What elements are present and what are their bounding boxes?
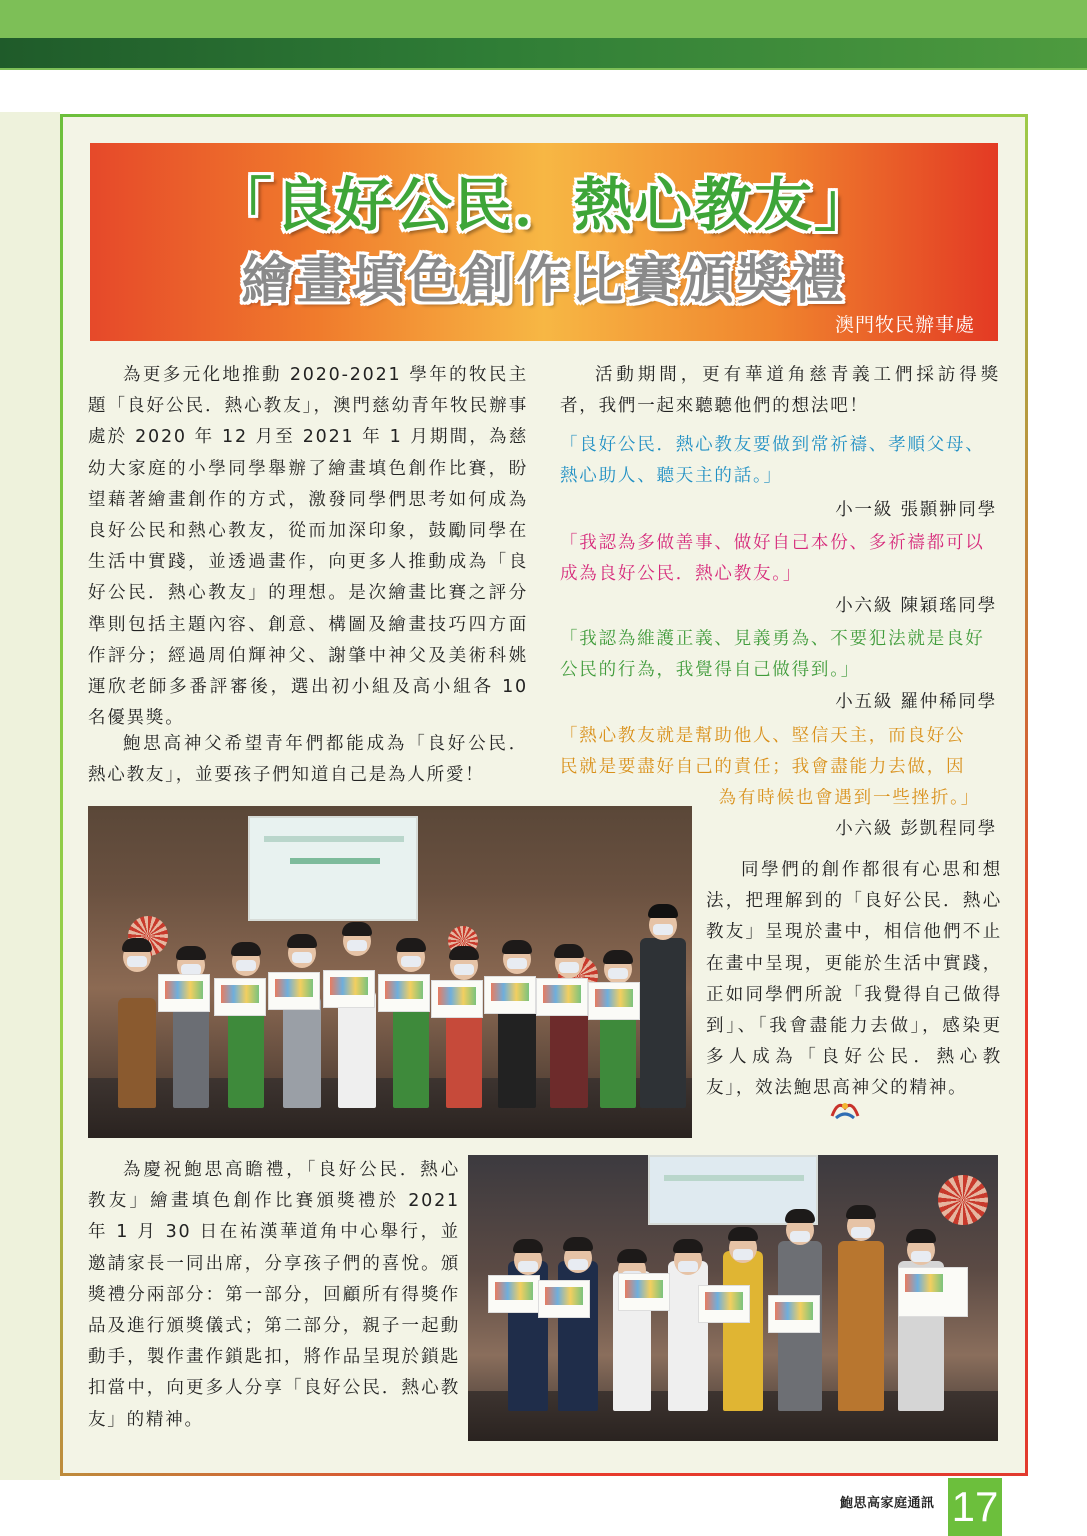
quote-2: 「我認為多做善事、做好自己本份、多祈禱都可以成為良好公民．熱心教友。」 xyxy=(560,533,985,585)
top-dark-stripe xyxy=(0,38,1087,68)
quote-3: 「我認為維護正義、見義勇為、不要犯法就是良好公民的行為，我覺得自己做得到。」 xyxy=(560,629,985,681)
projector-screen xyxy=(248,816,418,921)
page-number: 17 xyxy=(948,1478,1002,1536)
closing-paragraph: 同學們的創作都很有心思和想法，把理解到的「良好公民．熱心教友」呈現於畫中，相信他們不止在畫中呈現，更能於生活中實踐，正如同學們所說「我覺得自己做得到」、「我會盡能力去做」，感染更多人成為「良好公民．熱心教友」，效法鮑思高神父的精神。 xyxy=(706,860,1002,1099)
ceremony-paragraph: 為慶祝鮑思高瞻禮，「良好公民．熱心教友」繪畫填色創作比賽頒獎禮於 2021 年 1 月 30 日在祐漢華道角中心舉行，並邀請家長一同出席，分享孩子們的喜悅。頒獎禮分兩部分：第一部分，回顧所有得獎作品及進行頒獎儀式；第二部分，親子一起動動手，製作畫作鎖匙扣，將作品呈現於鎖匙扣當中，向更多人分享「良好公民．熱心教友」的精神。 xyxy=(88,1160,460,1430)
bosco-paragraph: 鮑思高神父希望青年們都能成為「良好公民．熱心教友」，並要孩子們知道自己是為人所愛！ xyxy=(88,734,528,786)
intro-paragraph: 為更多元化地推動 2020-2021 學年的牧民主題「良好公民．熱心教友」，澳門慈幼青年牧民辦事處於 2020 年 12 月至 2021 年 1 月期間，為慈幼大家庭的小學同學舉辦了繪畫填色創作比賽，盼望藉著繪畫創作的方式，激發同學們思考如何成為良好公民和熱心教友，從而加深印象，鼓勵同學在生活中實踐，並透過畫作，向更多人推動成為「良好公民．熱心教友」的理想。是次繪畫比賽之評分準則包括主題內容、創意、構圖及繪畫技巧四方面作評分；經過周伯輝神父、謝肇中神父及美術科姚運欣老師多番評審後，選出初小組及高小組各 10 名優異獎。 xyxy=(88,365,528,729)
quote-4-line1: 「熱心教友就是幫助他人、堅信天主，而良好公 xyxy=(560,726,966,746)
publication-title: 鮑思高家庭通訊 xyxy=(840,1496,935,1511)
organization-byline: 澳門牧民辦事處 xyxy=(834,314,975,336)
quote-4 xyxy=(560,721,1000,815)
interview-intro-paragraph: 活動期間，更有華道角慈青義工們採訪得獎者，我們一起來聽聽他們的想法吧！ xyxy=(560,365,1000,417)
quote-1-author: 小一級 張顥翀同學 xyxy=(835,500,997,520)
left-margin-strip xyxy=(0,112,60,1480)
ceremony-group-photo xyxy=(468,1155,998,1441)
quote-4-line3: 為有時候也會遇到一些挫折。」 xyxy=(718,788,980,809)
article-subtitle: 繪畫填色創作比賽頒獎禮 xyxy=(241,251,847,311)
article-title: 「良好公民．熱心教友」 xyxy=(213,171,874,239)
award-winners-group-photo xyxy=(88,806,692,1138)
quote-4-line2: 民就是要盡好自己的責任；我會盡能力去做，因 xyxy=(560,757,966,778)
quote-1: 「良好公民．熱心教友要做到常祈禱、孝順父母、熱心助人、聽天主的話。」 xyxy=(560,435,985,487)
quote-2-author: 小六級 陳穎瑤同學 xyxy=(835,596,997,616)
quote-4-author: 小六級 彭凱程同學 xyxy=(835,819,997,839)
quote-3-author: 小五級 羅仲稀同學 xyxy=(835,692,997,712)
salesian-logo-icon xyxy=(830,1098,860,1120)
